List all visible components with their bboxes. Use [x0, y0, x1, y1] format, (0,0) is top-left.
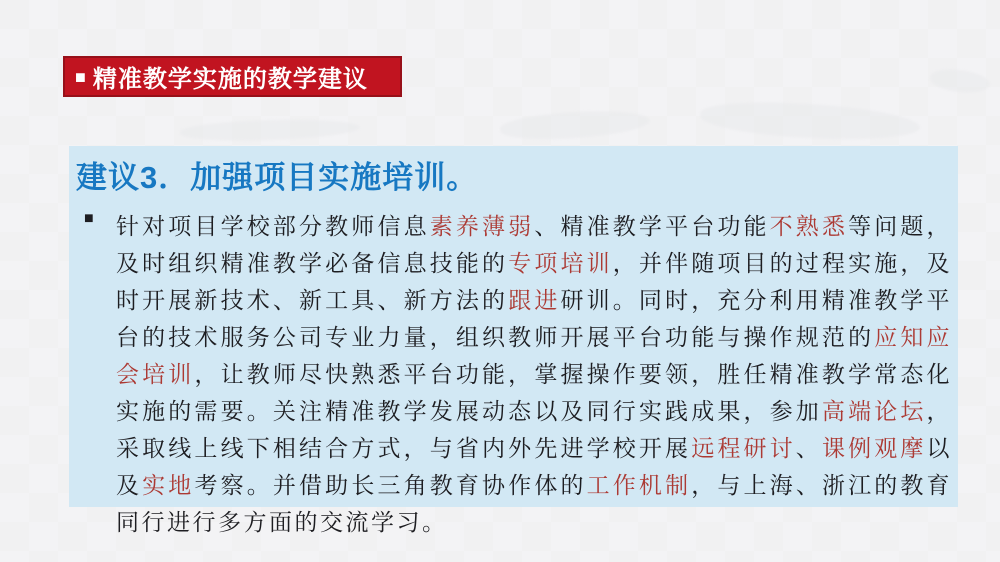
highlighted-phrase: 素养薄弱	[429, 214, 535, 239]
highlighted-phrase: 工作机制	[586, 473, 692, 498]
body-text: 针对项目学校部分教师信息	[116, 214, 430, 239]
body-text: ，与上海、浙江的教育同行进行多方面的交流学习。	[116, 473, 953, 535]
body-text: 等问题，及时组织精准教学必备信息技能的	[116, 214, 953, 276]
highlighted-phrase: 应知应会培训	[116, 325, 953, 387]
highlighted-phrase: 跟进	[508, 288, 561, 313]
body-text: ，采取线上线下相结合方式，与省内外先进学校开展	[116, 399, 953, 461]
body-paragraph	[84, 208, 953, 541]
map-watermark	[180, 117, 361, 143]
section-title: 精准教学实施的教学建议	[92, 66, 368, 93]
square-bullet-icon: ■	[75, 66, 86, 87]
paragraph-text	[116, 208, 952, 541]
map-watermark	[699, 98, 920, 143]
map-watermark	[499, 107, 650, 143]
body-text: 、精准教学平台功能	[534, 214, 770, 239]
body-text: ，并伴随项目的过程实施，及时开展新技术、新工具、新方法的	[116, 251, 953, 313]
highlighted-phrase: 实地	[142, 473, 195, 498]
highlighted-phrase: 专项培训	[508, 251, 613, 276]
body-text: 、	[795, 436, 822, 461]
body-text: 研训。同时，充分利用精准教学平台的技术服务公司专业力量，组织教师开展平台功能与操作规范的	[116, 288, 953, 350]
suggestion-heading: 建议3．加强项目实施培训。	[76, 160, 479, 195]
square-bullet-icon: ■	[84, 210, 94, 227]
body-text: ，让教师尽快熟悉平台功能，掌握操作要领，胜任精准教学常态化实施的需要。关注精准教学发展动态以及同行实践成果，参加	[116, 362, 953, 424]
highlighted-phrase: 不熟悉	[769, 214, 849, 239]
map-watermark	[929, 67, 991, 95]
body-text: 以及	[116, 436, 953, 498]
body-text: 考察。并借助长三角教育协作体的	[194, 473, 587, 498]
section-title-badge	[63, 56, 402, 97]
content-panel	[69, 146, 958, 535]
highlighted-phrase: 远程研讨	[691, 436, 796, 461]
highlighted-phrase: 课例观摩	[821, 436, 927, 461]
highlighted-phrase: 高端论坛	[821, 399, 927, 424]
